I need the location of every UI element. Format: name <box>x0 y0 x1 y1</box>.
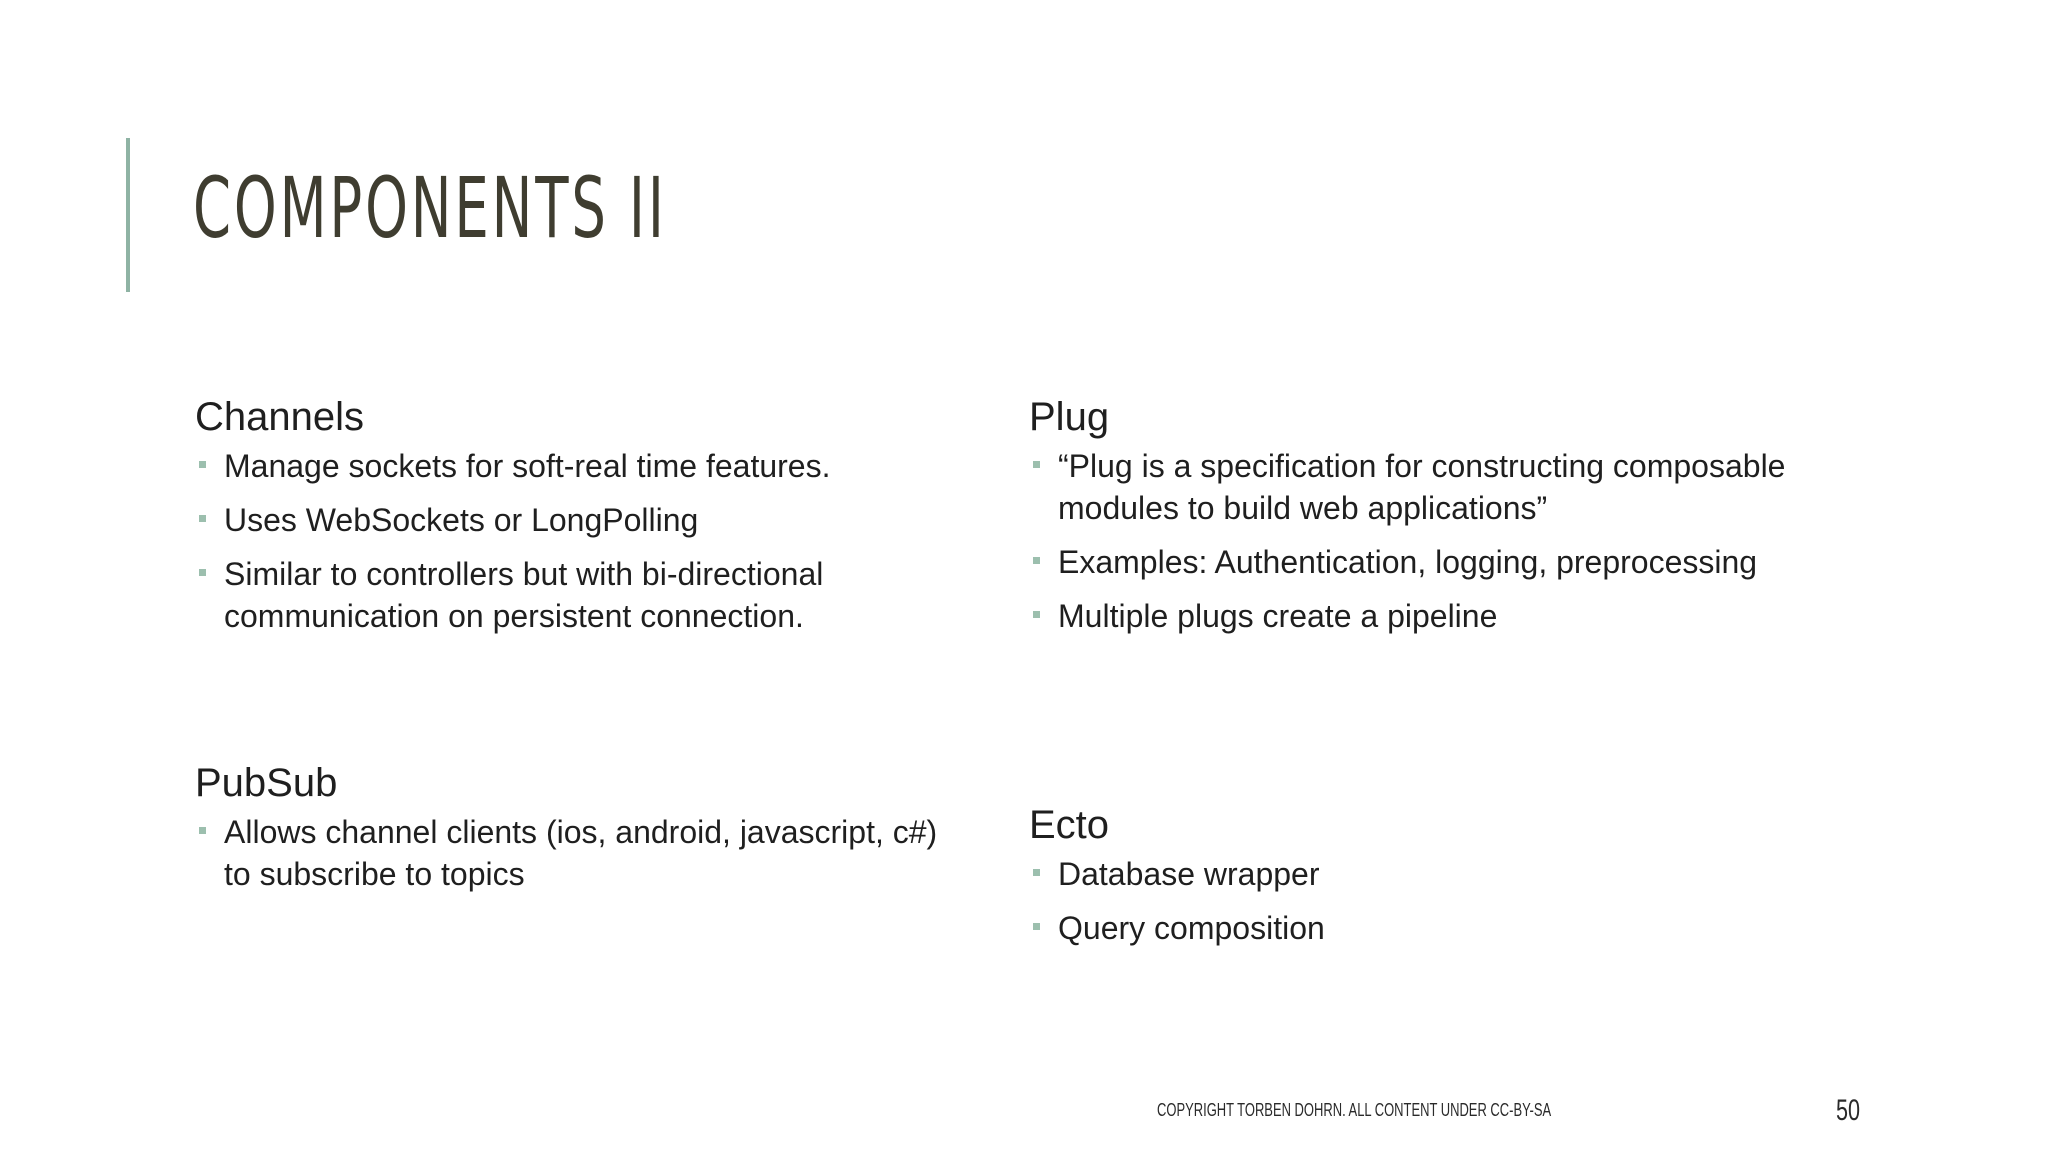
square-bullet-icon <box>199 515 206 522</box>
square-bullet-icon <box>199 461 206 468</box>
bullet-item <box>1029 541 1859 583</box>
section-heading-ecto: Ecto <box>1029 803 1110 847</box>
bullet-item <box>195 499 965 541</box>
bullet-list-pubsub <box>195 811 965 895</box>
bullet-list-plug <box>1029 445 1859 637</box>
square-bullet-icon <box>1033 869 1040 876</box>
bullet-text: Database wrapper <box>1058 856 1320 892</box>
slide-title: COMPONENTS II <box>193 159 667 257</box>
bullet-text: Similar to controllers but with bi-directional communication on persistent connection. <box>224 556 824 634</box>
square-bullet-icon <box>1033 557 1040 564</box>
bullet-text: Examples: Authentication, logging, preprocessing <box>1058 544 1758 580</box>
square-bullet-icon <box>1033 461 1040 468</box>
section-heading-channels: Channels <box>195 395 365 439</box>
section-heading-pubsub: PubSub <box>195 761 338 805</box>
bullet-list-ecto <box>1029 853 1859 949</box>
bullet-item <box>1029 595 1859 637</box>
bullet-item <box>1029 907 1859 949</box>
square-bullet-icon <box>1033 923 1040 930</box>
bullet-item <box>1029 445 1859 529</box>
bullet-list-channels <box>195 445 965 637</box>
page-number: 50 <box>1836 1094 1861 1127</box>
square-bullet-icon <box>1033 611 1040 618</box>
bullet-text: Multiple plugs create a pipeline <box>1058 598 1498 634</box>
title-accent-bar <box>126 138 130 292</box>
section-plug <box>1029 395 1859 649</box>
square-bullet-icon <box>199 827 206 834</box>
bullet-item <box>195 445 965 487</box>
copyright-footer: COPYRIGHT TORBEN DOHRN. ALL CONTENT UNDER CC-BY-SA <box>1157 1100 1552 1120</box>
section-pubsub <box>195 761 965 907</box>
bullet-text: Allows channel clients (ios, android, javascript, c#) to subscribe to topics <box>224 814 938 892</box>
bullet-text: Manage sockets for soft-real time features. <box>224 448 831 484</box>
section-channels <box>195 395 965 649</box>
bullet-item <box>1029 853 1859 895</box>
bullet-text: “Plug is a specification for constructing composable modules to build web applications” <box>1058 448 1786 526</box>
bullet-item <box>195 553 965 637</box>
section-heading-plug: Plug <box>1029 395 1110 439</box>
section-ecto <box>1029 803 1859 961</box>
bullet-text: Query composition <box>1058 910 1325 946</box>
square-bullet-icon <box>199 569 206 576</box>
bullet-item <box>195 811 965 895</box>
bullet-text: Uses WebSockets or LongPolling <box>224 502 699 538</box>
